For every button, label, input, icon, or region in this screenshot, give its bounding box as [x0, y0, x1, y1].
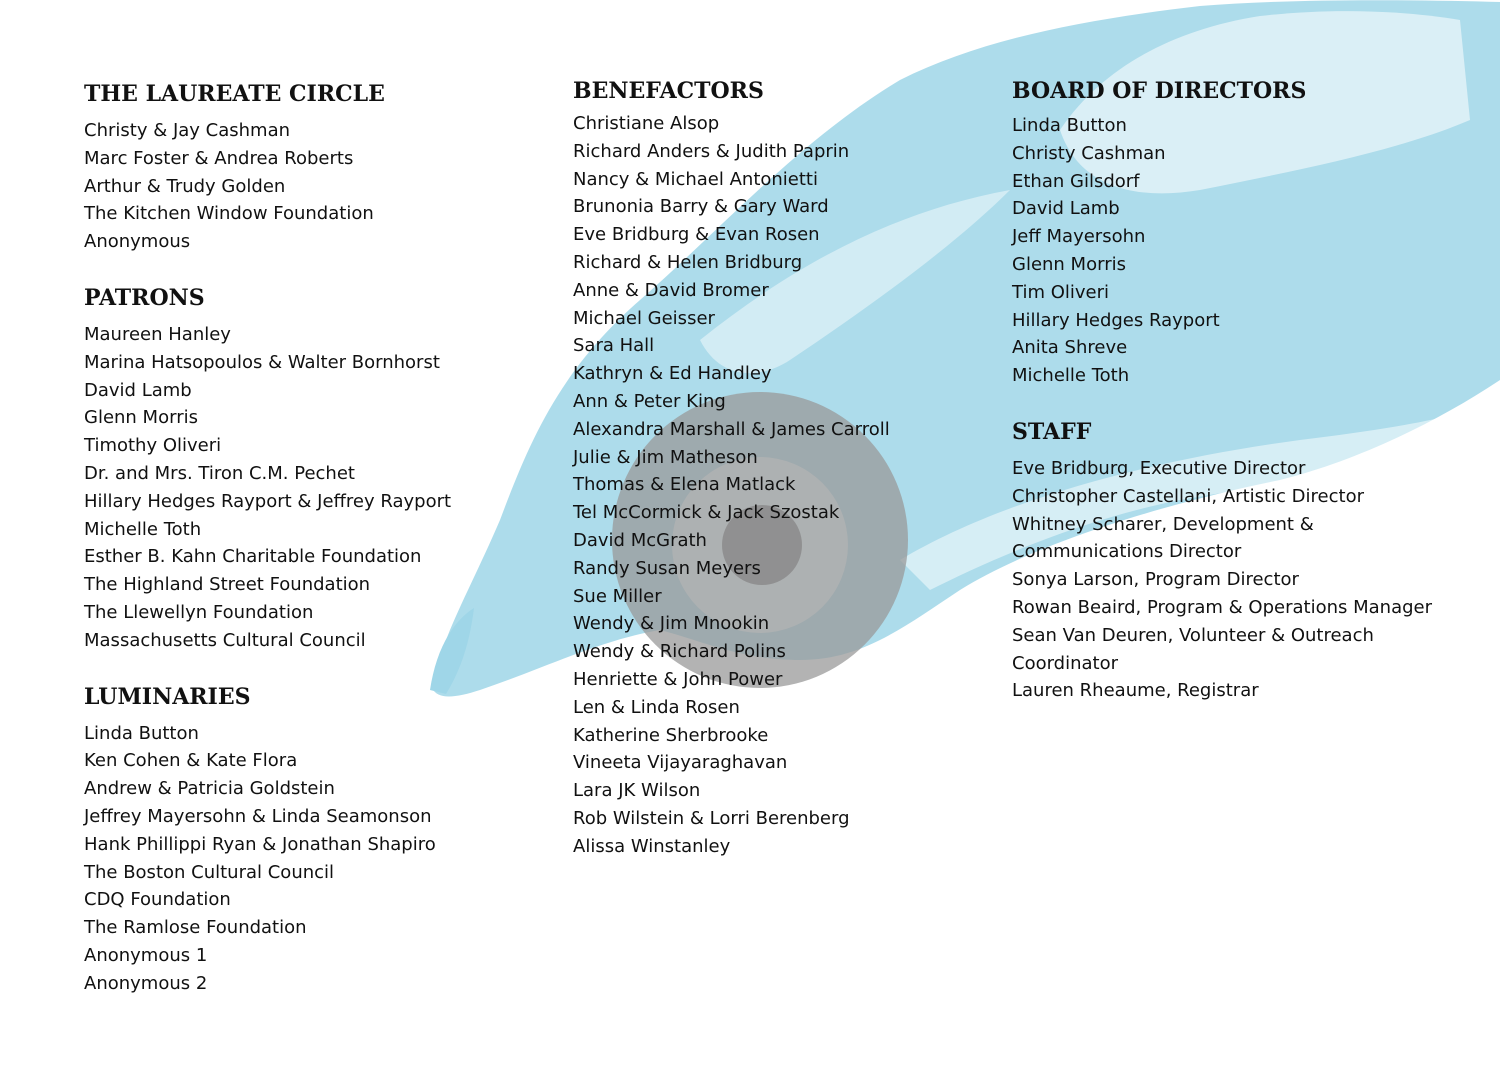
column-middle — [573, 77, 973, 889]
donor-name: Hank Phillippi Ryan & Jonathan Shapiro — [84, 833, 436, 855]
donor-name: Nancy & Michael Antonietti — [573, 168, 818, 190]
section-patrons — [84, 284, 524, 655]
section-heading: BENEFACTORS — [573, 78, 764, 104]
staff-line: Sean Van Deuren, Volunteer & Outreach — [1012, 624, 1374, 646]
donor-name: Ken Cohen & Kate Flora — [84, 750, 298, 772]
donor-name: Anne & David Bromer — [573, 279, 769, 301]
donor-name: Rob Wilstein & Lorri Berenberg — [573, 807, 850, 829]
donor-name: Vineeta Vijayaraghavan — [573, 752, 788, 774]
donor-name: Dr. and Mrs. Tiron C.M. Pechet — [84, 462, 355, 484]
donor-name: Marina Hatsopoulos & Walter Bornhorst — [84, 351, 440, 373]
section-benefactors — [573, 77, 973, 861]
donor-name: Jeffrey Mayersohn & Linda Seamonson — [84, 805, 432, 827]
director-name: David Lamb — [1012, 198, 1120, 220]
donor-name: Anonymous — [84, 231, 191, 253]
donor-name: Michael Geisser — [573, 307, 715, 329]
donor-name: Wendy & Richard Polins — [573, 641, 786, 663]
donor-name: Len & Linda Rosen — [573, 696, 740, 718]
column-left — [84, 80, 524, 1026]
section-board-of-directors — [1012, 77, 1482, 390]
donor-name: Eve Bridburg & Evan Rosen — [573, 224, 820, 246]
director-name: Glenn Morris — [1012, 253, 1126, 275]
section-heading: THE LAUREATE CIRCLE — [84, 81, 385, 107]
staff-line: Lauren Rheaume, Registrar — [1012, 680, 1259, 702]
donor-name: Richard Anders & Judith Paprin — [573, 140, 850, 162]
donor-name: Arthur & Trudy Golden — [84, 175, 286, 197]
donor-name: Glenn Morris — [84, 407, 198, 429]
donor-name: Katherine Sherbrooke — [573, 724, 769, 746]
donor-name: Timothy Oliveri — [84, 435, 222, 457]
staff-line: Christopher Castellani, Artistic Director — [1012, 485, 1364, 507]
director-name: Ethan Gilsdorf — [1012, 170, 1140, 192]
donor-name: Massachusetts Cultural Council — [84, 629, 366, 651]
donor-name: Maureen Hanley — [84, 323, 231, 345]
donor-name: Alissa Winstanley — [573, 835, 731, 857]
donor-name: The Ramlose Foundation — [84, 917, 307, 939]
donor-name: Hillary Hedges Rayport & Jeffrey Rayport — [84, 490, 452, 512]
section-staff — [1012, 418, 1482, 705]
director-name: Hillary Hedges Rayport — [1012, 309, 1220, 331]
name-list — [84, 117, 524, 256]
name-list — [573, 110, 973, 861]
donor-name: The Boston Cultural Council — [84, 861, 335, 883]
donor-name: Christy & Jay Cashman — [84, 120, 291, 141]
donor-name: Wendy & Jim Mnookin — [573, 613, 770, 635]
donor-name: Alexandra Marshall & James Carroll — [573, 418, 890, 440]
donor-name: Christiane Alsop — [573, 113, 720, 134]
donor-name: Lara JK Wilson — [573, 780, 701, 802]
donor-name: Anonymous 2 — [84, 972, 208, 994]
donor-name: Kathryn & Ed Handley — [573, 363, 772, 385]
donor-name: Linda Button — [84, 722, 199, 744]
staff-line: Sonya Larson, Program Director — [1012, 569, 1299, 591]
name-list — [84, 321, 524, 655]
donor-name: Tel McCormick & Jack Szostak — [573, 502, 840, 524]
donor-name: Richard & Helen Bridburg — [573, 251, 803, 273]
section-heading: PATRONS — [84, 284, 205, 311]
donor-name: Randy Susan Meyers — [573, 557, 761, 579]
name-list — [1012, 112, 1482, 390]
staff-list — [1012, 455, 1482, 705]
director-name: Jeff Mayersohn — [1012, 226, 1146, 248]
donor-name: Andrew & Patricia Goldstein — [84, 778, 335, 800]
donor-name: The Highland Street Foundation — [84, 574, 371, 596]
donor-name: Sara Hall — [573, 335, 655, 357]
director-name: Michelle Toth — [1012, 365, 1130, 387]
donor-name: Sue Miller — [573, 585, 662, 607]
donor-name: CDQ Foundation — [84, 889, 231, 911]
donor-name: Henriette & John Power — [573, 668, 783, 690]
donor-name: Michelle Toth — [84, 518, 202, 540]
section-laureate-circle — [84, 80, 524, 256]
name-list — [84, 720, 524, 998]
donor-name: Esther B. Kahn Charitable Foundation — [84, 546, 422, 568]
donor-name: Marc Foster & Andrea Roberts — [84, 147, 354, 169]
column-right — [1012, 77, 1482, 733]
director-name: Anita Shreve — [1012, 337, 1128, 359]
donor-name: Brunonia Barry & Gary Ward — [573, 196, 829, 218]
section-luminaries — [84, 683, 524, 998]
director-name: Linda Button — [1012, 115, 1127, 136]
staff-line: Whitney Scharer, Development & — [1012, 513, 1314, 535]
section-heading: LUMINARIES — [84, 683, 251, 710]
section-heading: STAFF — [1012, 418, 1092, 445]
director-name: Christy Cashman — [1012, 142, 1166, 164]
donor-name: Ann & Peter King — [573, 390, 726, 412]
donor-name: David McGrath — [573, 529, 707, 551]
staff-line: Eve Bridburg, Executive Director — [1012, 457, 1306, 479]
donor-name: Julie & Jim Matheson — [573, 446, 758, 468]
donor-name: The Kitchen Window Foundation — [84, 203, 374, 225]
donor-name: Thomas & Elena Matlack — [573, 474, 796, 496]
staff-line: Coordinator — [1012, 652, 1119, 674]
donor-name: David Lamb — [84, 379, 192, 401]
donor-name: Anonymous 1 — [84, 944, 208, 966]
section-heading: BOARD OF DIRECTORS — [1012, 78, 1307, 104]
donor-name: The Llewellyn Foundation — [84, 601, 314, 623]
director-name: Tim Oliveri — [1012, 281, 1109, 303]
staff-line: Rowan Beaird, Program & Operations Manager — [1012, 596, 1433, 618]
staff-line: Communications Director — [1012, 541, 1242, 563]
